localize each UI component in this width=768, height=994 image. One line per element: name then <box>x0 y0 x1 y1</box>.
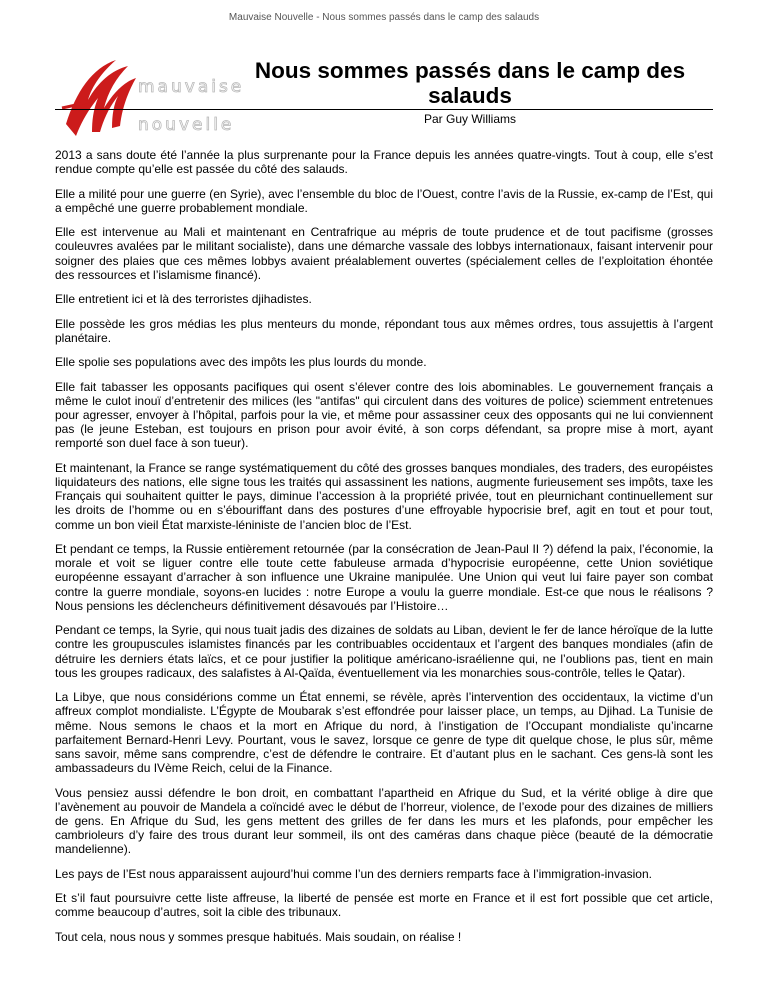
mauvaise-nouvelle-logo <box>58 52 245 147</box>
article-author: Par Guy Williams <box>423 112 516 126</box>
article-paragraph: Tout cela, nous nous y sommes presque habitués. Mais soudain, on réalise ! <box>55 929 462 944</box>
article-paragraph: Et pendant ce temps, la Russie entièrement retournée (par la consécration de Jean-Paul II ?) défend la paix, l’économie, la morale et voit se liguer contre elle toute cette fabuleuse armada d’hypocrisie européenne, cette Union soviétique européenne essayant d’arracher à son influence une Ukraine manipulée. Une Union qui veut lui faire payer son combat contre la guerre mondiale, soyons-en lucides : notre Europe a voulu la guerre mondiale. Est-ce que nous le réalisons ? Nous pensions les déclencheurs définitivement désavoués par l’Histoire… <box>55 541 713 613</box>
masthead <box>0 32 768 135</box>
article-paragraph: Vous pensiez aussi défendre le bon droit, en combattant l’apartheid en Afrique du Sud, et la vérité oblige à dire que l’avènement au pouvoir de Mandela a coïncidé avec le début de l’horreur, violence, de l’exode pour des dizaines de milliers de gens. En Afrique du Sud, les gens mettent des grilles de fer dans les murs et les plafonds, pour empêcher les cambrioleurs d’y faire des trous durant leur sommeil, ils ont des caméras dans chaque pièce (beauté de la démocratie mandelienne). <box>55 785 713 857</box>
article-paragraph: Elle fait tabasser les opposants pacifiques qui osent s’élever contre des lois abominables. Le gouvernement français a même le culot inouï d’entretenir des milices (les "antifas" qui circulent dans des voitures de police) sciemment entretenues pour agresser, envoyer à l’hôpital, parfois pour la vie, et même pour assassiner ceux des opposants qui ne lui conviennent pas (le jeune Esteban, est toujours en prison pour avoir évité, à son corps défendant, sa propre mise à mort, ayant remporté son duel face à son tueur). <box>55 379 713 451</box>
article-paragraph: La Libye, que nous considérions comme un État ennemi, se révèle, après l’intervention des occidentaux, la victime d’un affreux complot mondialiste. L’Égypte de Moubarak s’est effondrée pour laisser place, un temps, au Djihad. La Tunisie de même. Nous semons le chaos et la mort en Afrique du nord, à l’instigation de l’Occupant mondialiste qu’incarne parfaitement Bernard-Henri Levy. Pourtant, vous le savez, lorsque ce genre de type dit quelque chose, le plus sûr, même sans savoir, même sans comprendre, c’est de défendre le contraire. Et d’autant plus en le sachant. Ces gens-là sont les ambassadeurs du IVème Reich, celui de la Finance. <box>55 690 713 776</box>
page-header: Mauvaise Nouvelle - Nous sommes passés dans le camp des salauds <box>228 12 540 23</box>
article-body <box>55 148 713 954</box>
header-divider <box>55 109 713 110</box>
article-paragraph: Elle a milité pour une guerre (en Syrie), avec l’ensemble du bloc de l’Ouest, contre l’avis de la Russie, ex-camp de l’Est, qui a empêché une guerre probablement mondiale. <box>55 186 713 215</box>
title-block <box>240 58 700 126</box>
logo-word-top: mauvaise <box>138 77 245 97</box>
article-paragraph: Et s’il faut poursuivre cette liste affreuse, la liberté de pensée est morte en France et il est fort possible que cet article, comme beaucoup d’autres, soit la cible des tribunaux. <box>55 891 713 920</box>
article-paragraph: Et maintenant, la France se range systématiquement du côté des grosses banques mondiales, des traders, des européistes liquidateurs des nations, elle signe tous les traités qui assassinent les nations, augmente furieusement ses impôts, taxe les Français qui souhaitent quitter le pays, diminue l’accession à la propriété privée, tout en pleurnichant continuellement sur les droits de l’homme ou en s’ébouriffant dans des postures d’une effroyable hypocrisie bref, agit en tout et pour tout, comme un bon vieil État marxiste-léniniste de l’ancien bloc de l’Est. <box>55 460 713 532</box>
article-paragraph: Elle entretient ici et là des terroristes djihadistes. <box>55 292 312 307</box>
article-paragraph: Pendant ce temps, la Syrie, qui nous tuait jadis des dizaines de soldats au Liban, devient le fer de lance héroïque de la lutte contre les groupuscules islamistes financés par les contribuables occidentaux et l’argent des banques mondiales (afin de détruire les derniers états laïcs, et ce pour justifier la politique américano-israélienne qui, ne l’oublions pas, tient en main tous les groupes radicaux, des salafistes à Al-Qaïda, éventuellement via les monarchies sous-contrôle, telles le Qatar). <box>55 623 713 680</box>
logo-word-bottom: nouvelle <box>138 115 235 135</box>
article-paragraph: Elle spolie ses populations avec des impôts les plus lourds du monde. <box>55 355 427 370</box>
logo-mark-icon <box>58 52 245 147</box>
article-paragraph: Elle est intervenue au Mali et maintenant en Centrafrique au mépris de toute prudence et de tout pacifisme (grosses couleuvres avalées par le militant socialiste), dans une démarche vassale des lobbys internationaux, faisant intervenir pour soigner des plaies que ces mêmes lobbys avaient préalablement ouvertes (spécialement celles de l’exploitation éhontée des ressources et l’islamisme financé). <box>55 225 713 282</box>
article-paragraph: 2013 a sans doute été l’année la plus surprenante pour la France depuis les années quatre-vingts. Tout à coup, elle s’est rendue compte qu’elle est passée du côté des salauds. <box>55 148 713 177</box>
article-title: Nous sommes passés dans le camp des salauds <box>254 58 686 108</box>
article-paragraph: Les pays de l’Est nous apparaissent aujourd’hui comme l’un des derniers remparts face à l’immigration-invasion. <box>55 866 652 881</box>
article-paragraph: Elle possède les gros médias les plus menteurs du monde, répondant tous aux mêmes ordres, tous assujettis à l’argent planétaire. <box>55 316 713 345</box>
